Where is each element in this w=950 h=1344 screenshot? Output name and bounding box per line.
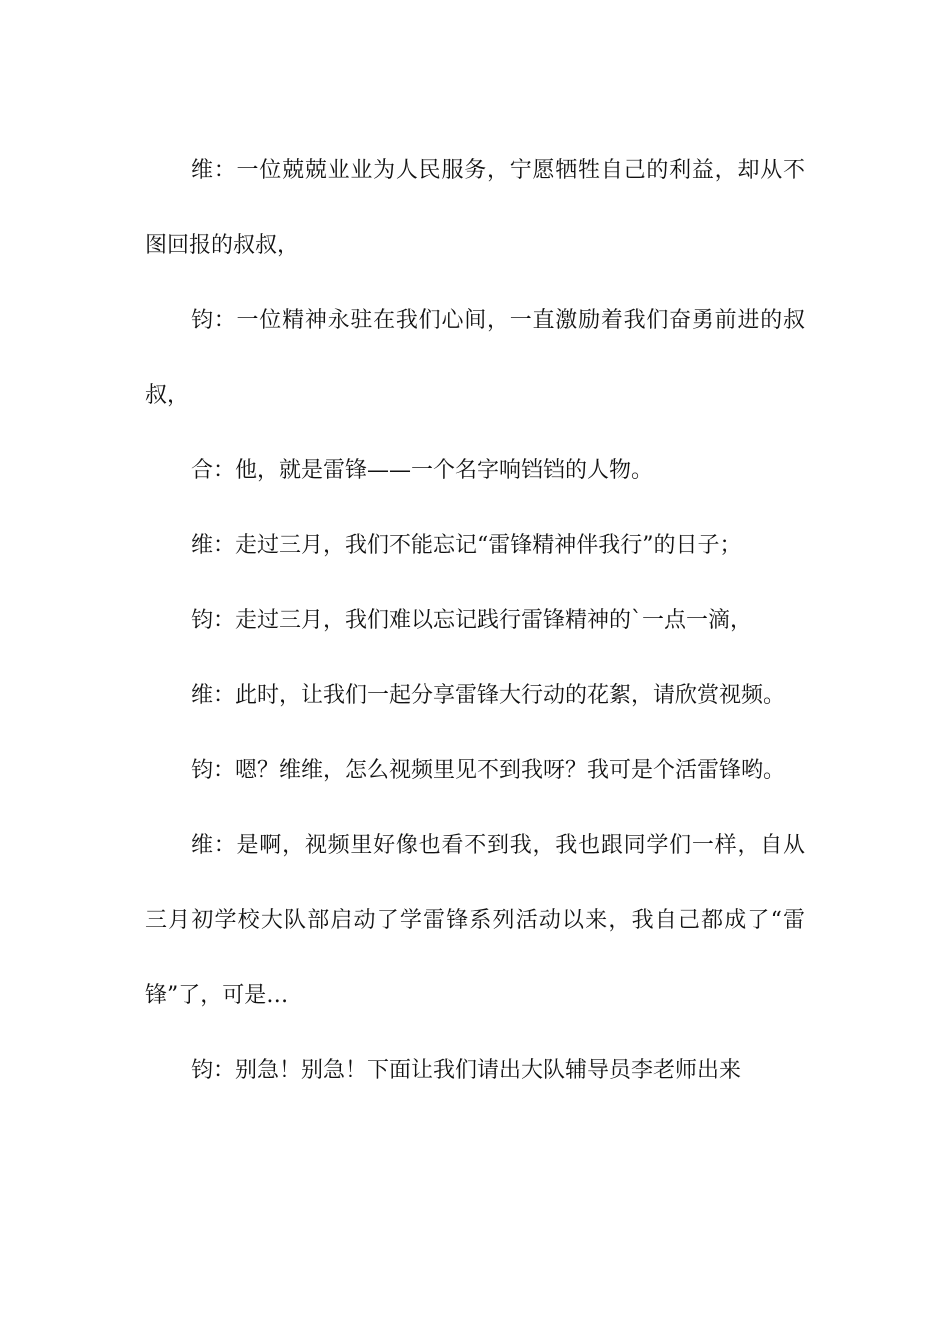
paragraph-4: 维：走过三月，我们不能忘记“雷锋精神伴我行”的日子； [191,533,742,558]
paragraph-1: 维：一位兢兢业业为人民服务，宁愿牺牲自己的利益，却从不图回报的叔叔， [145,158,805,258]
paragraph-6: 维：此时，让我们一起分享雷锋大行动的花絮，请欣赏视频。 [191,683,786,708]
paragraph-8: 维：是啊，视频里好像也看不到我，我也跟同学们一样，自从三月初学校大队部启动了学雷锋系列活动以来，我自己都成了“雷锋”了，可是… [145,833,805,1008]
paragraph-5: 钧：走过三月，我们难以忘记践行雷锋精神的`一点一滴， [191,608,753,633]
document-body [145,133,805,1108]
paragraph-7: 钧：嗯？维维，怎么视频里见不到我呀？我可是个活雷锋哟。 [191,758,786,783]
paragraph-2: 钧：一位精神永驻在我们心间，一直激励着我们奋勇前进的叔叔， [145,308,805,408]
paragraph-3: 合：他，就是雷锋——一个名字响铛铛的人物。 [191,458,654,483]
paragraph-9: 钧：别急！别急！下面让我们请出大队辅导员李老师出来 [191,1058,742,1083]
